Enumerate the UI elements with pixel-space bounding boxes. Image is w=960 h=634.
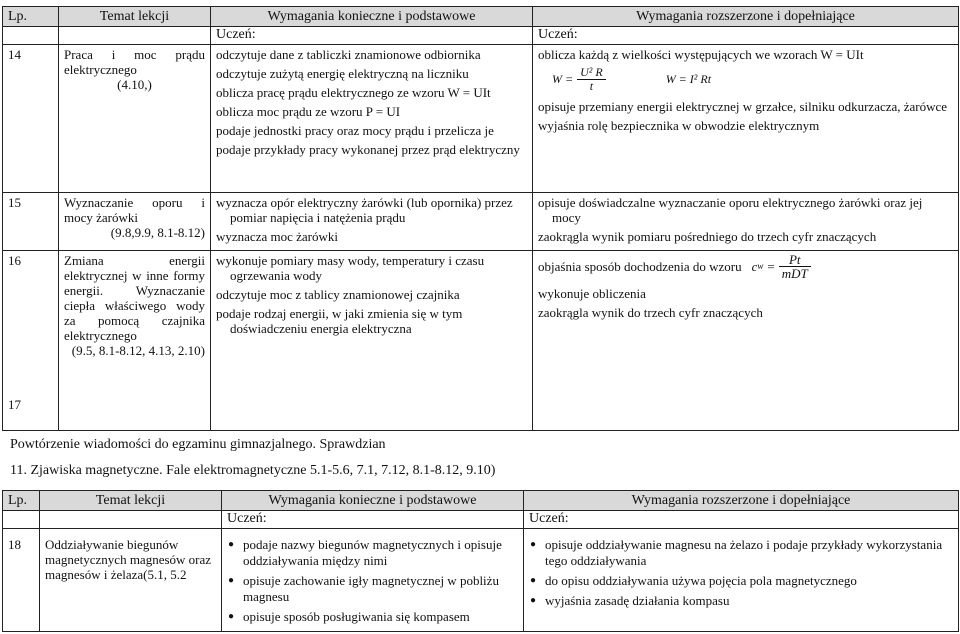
- review-heading: Powtórzenie wiadomości do egzaminu gimnazjalnego. Sprawdzian: [10, 437, 386, 452]
- formula-c-numerator: Pt: [779, 253, 811, 267]
- uczen-label-basic: Uczeń:: [227, 511, 267, 526]
- extended-item: opisuje przemiany energii elektrycznej w grzałce, silniku odkurzacza, żarówce: [538, 99, 948, 114]
- list-item: ● podaje nazwy biegunów magnetycznych i opisuje oddziaływania między nimi: [227, 537, 518, 569]
- header-topic: Temat lekcji: [59, 7, 211, 27]
- basic-item: podaje jednostki pracy oraz mocy prądu i przelicza je: [216, 123, 494, 138]
- basic-item: odczytuje dane z tabliczki znamionowe odbiornika: [216, 47, 481, 62]
- list-item: ● opisuje oddziaływanie magnesu na żelazo i podaje przykłady wykorzystania tego oddziaływania: [529, 537, 953, 569]
- row-basic-cell: [211, 251, 533, 431]
- formula-c-fraction: [779, 253, 811, 280]
- uczen-label-extended: Uczeń:: [529, 511, 569, 526]
- row-topic-cell: [59, 251, 211, 431]
- formula-c-lhs: c: [751, 259, 758, 274]
- row-topic-cell: [59, 193, 211, 251]
- formula-a-fraction: [577, 66, 606, 93]
- row-extended-cell: [533, 45, 959, 193]
- basic-item: wyznacza opór elektryczny żarówki (lub opornika) przez pomiar napięcia i natężenia prądu: [216, 195, 513, 225]
- list-item: ● opisuje sposób posługiwania się kompasem: [227, 609, 518, 625]
- chapter-heading: 11. Zjawiska magnetyczne. Fale elektromagnetyczne 5.1-5.6, 7.1, 7.12, 8.1-8.12, 9.10): [10, 463, 496, 478]
- row-extended-cell: [524, 529, 959, 632]
- formula-c-eq: =: [767, 259, 775, 274]
- uczen-label-basic: Uczeń:: [216, 27, 256, 42]
- header-extended: Wymagania rozszerzone i dopełniające: [533, 7, 959, 27]
- row-basic-cell: [211, 45, 533, 193]
- table-row: [3, 251, 959, 431]
- row-topic-cell: [59, 45, 211, 193]
- extended-item: wykonuje obliczenia: [538, 286, 646, 301]
- uczen-row: [3, 511, 959, 529]
- row-lp-cell: [3, 251, 59, 431]
- row-topic-ref: (9.8,9.9, 8.1-8.12): [110, 225, 205, 240]
- header-basic: Wymagania konieczne i podstawowe: [222, 491, 524, 511]
- formula-a-denominator: t: [589, 79, 594, 93]
- header-lp: Lp.: [3, 7, 59, 27]
- formula-c-sub: w: [757, 261, 764, 271]
- row-topic: Praca i moc prądu elektrycznego: [64, 47, 205, 77]
- row-extended-cell: [533, 193, 959, 251]
- formula-b: W = I² Rt: [665, 72, 712, 86]
- row-topic: Wyznaczanie oporu i mocy żarówki: [64, 195, 205, 225]
- table-header-row: [3, 491, 959, 511]
- row-basic-cell: [222, 529, 524, 632]
- row-lp: 14: [3, 45, 59, 193]
- table-row: [3, 529, 959, 632]
- extended-item: zaokrągla wynik pomiaru pośredniego do trzech cyfr znaczących: [538, 229, 877, 244]
- list-item: ● wyjaśnia zasadę działania kompasu: [529, 593, 953, 609]
- formula-c-block: [538, 253, 953, 280]
- basic-item: wyznacza moc żarówki: [216, 229, 338, 244]
- requirements-table-1: [2, 6, 959, 431]
- uczen-label-extended: Uczeń:: [538, 27, 578, 42]
- formula-block: [552, 66, 953, 93]
- extended-item: zaokrągla wynik do trzech cyfr znaczących: [538, 305, 763, 320]
- header-extended: Wymagania rozszerzone i dopełniające: [524, 491, 959, 511]
- list-item: ● opisuje zachowanie igły magnetycznej w pobliżu magnesu: [227, 573, 518, 605]
- table-row: [3, 45, 959, 193]
- row-lp: 16: [8, 253, 21, 268]
- row-lp: 18: [3, 529, 40, 632]
- row-lp: 15: [3, 193, 59, 251]
- basic-item: wykonuje pomiary masy wody, temperatury i czasu ogrzewania wody: [216, 253, 485, 283]
- list-item: ● do opisu oddziaływania używa pojęcia pola magnetycznego: [529, 573, 953, 589]
- extended-formula-intro: oblicza każdą z wielkości występujących we wzorach W = UIt: [538, 47, 864, 62]
- extended-formula-intro: objaśnia sposób dochodzenia do wzoru: [538, 259, 742, 274]
- basic-item: oblicza moc prądu ze wzoru P = UI: [216, 104, 401, 119]
- requirements-table-2: [2, 490, 959, 632]
- formula-a-numerator: U² R: [577, 66, 606, 80]
- row-topic: Oddziaływanie biegunów magnetycznych magnesów oraz magnesów i żelaza(5.1, 5.2: [40, 529, 222, 632]
- header-lp: Lp.: [3, 491, 40, 511]
- row-lp-2: 17: [8, 397, 21, 412]
- basic-item: odczytuje moc z tablicy znamionowej czajnika: [216, 287, 460, 302]
- row-extended-cell: [533, 251, 959, 431]
- row-topic-ref: (9.5, 8.1-8.12, 4.13, 2.10): [71, 343, 205, 358]
- header-topic: Temat lekcji: [40, 491, 222, 511]
- header-basic: Wymagania konieczne i podstawowe: [211, 7, 533, 27]
- basic-item: odczytuje zużytą energię elektryczną na liczniku: [216, 66, 469, 81]
- row-basic-cell: [211, 193, 533, 251]
- extended-item: wyjaśnia rolę bezpiecznika w obwodzie elektrycznym: [538, 118, 820, 133]
- uczen-row: [3, 27, 959, 45]
- basic-item: oblicza pracę prądu elektrycznego ze wzoru W = UIt: [216, 85, 491, 100]
- row-topic-ref: (4.10,): [117, 77, 152, 92]
- formula-a-lhs: W =: [552, 72, 574, 86]
- table-header-row: [3, 7, 959, 27]
- basic-item: podaje rodzaj energii, w jaki zmienia się w tym doświadczeniu energia elektryczna: [216, 306, 463, 336]
- extended-item: opisuje doświadczalne wyznaczanie oporu elektrycznego żarówki oraz jej mocy: [538, 195, 923, 225]
- table-row: [3, 193, 959, 251]
- row-topic: Zmiana energii elektrycznej w inne formy energii. Wyznaczanie ciepła właściwego wody za pomocą czajnika elektrycznego: [64, 253, 205, 343]
- basic-list: [227, 537, 518, 625]
- formula-c-denominator: mDT: [781, 266, 808, 281]
- extended-list: [529, 537, 953, 609]
- basic-item: podaje przykłady pracy wykonanej przez prąd elektryczny: [216, 142, 520, 157]
